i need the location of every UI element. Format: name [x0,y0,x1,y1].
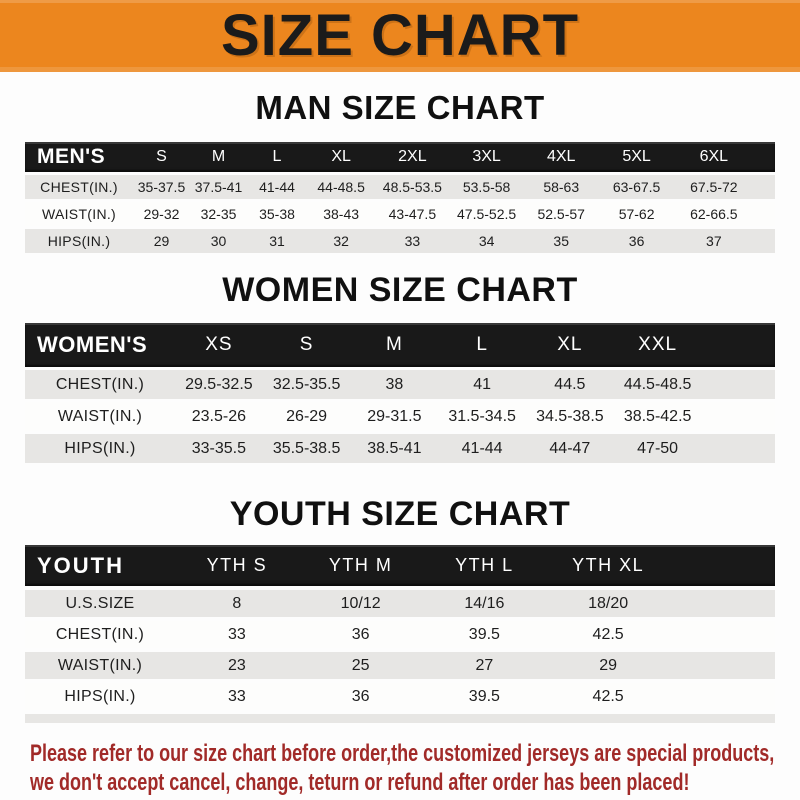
size-value-cell: 14/16 [464,594,505,612]
row-label: WAIST(IN.) [57,407,143,425]
size-value-cell: 42.5 [592,625,624,643]
size-value-cell: 32-35 [200,205,237,222]
women-section-title-text: WOMEN SIZE CHART [222,270,578,309]
size-value-cell: 44.5-48.5 [623,375,692,393]
size-value-cell: 26-29 [286,407,328,425]
disclaimer [30,739,800,797]
table-header-row [25,545,775,586]
table-corner-label: YOUTH [37,552,124,578]
row-label: HIPS(IN.) [64,687,136,705]
table-row [25,229,775,253]
size-column-header: XL [557,334,583,356]
size-value-cell: 33 [404,232,421,249]
size-column-header: XL [331,147,351,165]
table-row [25,652,775,679]
size-value-cell: 29-31.5 [367,407,422,425]
size-column-header: YTH M [328,555,393,576]
size-value-cell: 23.5-26 [191,407,246,425]
size-column-header: YTH S [206,555,268,576]
size-value-cell: 27 [475,656,494,674]
size-value-cell: 30 [210,232,227,249]
size-value-cell: 8 [232,594,242,612]
size-value-cell: 37 [706,232,722,249]
size-value-cell: 34 [478,232,495,249]
row-label: WAIST(IN.) [57,656,143,674]
size-value-cell: 44-47 [549,439,591,457]
size-value-cell: 39.5 [468,625,500,643]
table-row [25,175,775,199]
banner [0,0,800,72]
table-bottom-strip [25,714,775,723]
size-value-cell: 62-66.5 [690,205,738,222]
table-row [25,370,775,399]
size-value-cell: 33 [227,687,246,705]
size-value-cell: 44-48.5 [317,178,365,195]
youth-size-table [25,545,775,723]
size-column-header: 6XL [699,147,729,165]
size-value-cell: 35 [553,232,569,249]
size-value-cell: 38-43 [323,205,360,222]
size-column-header: 2XL [398,147,427,165]
size-value-cell: 34.5-38.5 [536,407,604,425]
size-column-header: YTH XL [572,555,645,576]
man-size-table [25,142,775,253]
youth-section-title-text: YOUTH SIZE CHART [229,495,571,534]
size-value-cell: 31 [269,232,285,249]
table-row [25,202,775,226]
size-column-header: 3XL [472,147,501,165]
size-value-cell: 10/12 [340,594,381,612]
size-column-header: M [385,334,403,356]
size-value-cell: 36 [351,687,370,705]
size-value-cell: 35-38 [259,205,295,222]
size-value-cell: 38 [385,375,404,393]
size-value-cell: 52.5-57 [537,205,585,222]
size-value-cell: 39.5 [468,687,500,705]
size-column-header: M [211,147,226,165]
size-value-cell: 29 [153,232,170,249]
size-value-cell: 58-63 [543,178,580,195]
size-column-header: XS [205,334,233,356]
size-value-cell: 48.5-53.5 [382,178,442,195]
row-label: CHEST(IN.) [55,625,145,643]
size-column-header: YTH L [455,555,514,576]
size-value-cell: 42.5 [592,687,624,705]
size-value-cell: 29 [599,656,618,674]
table-row [25,590,775,617]
size-column-header: 5XL [622,147,651,165]
size-value-cell: 35.5-38.5 [272,439,341,457]
size-value-cell: 44.5 [554,375,586,393]
table-corner-label: MEN'S [37,144,106,168]
row-label: WAIST(IN.) [41,205,117,222]
disclaimer-line-1: Please refer to our size chart before order,the customized jerseys are special products, [30,740,775,768]
size-value-cell: 47.5-52.5 [457,205,517,222]
size-column-header: L [476,334,488,356]
size-value-cell: 67.5-72 [690,178,738,195]
size-value-cell: 33-35.5 [191,439,246,457]
women-size-table [25,323,775,463]
row-label: HIPS(IN.) [47,232,111,249]
size-value-cell: 57-62 [618,205,655,222]
size-value-cell: 37.5-41 [194,178,243,195]
table-row [25,434,775,463]
disclaimer-line-2: we don't accept cancel, change, teturn or refund after order has been placed! [30,769,690,797]
youth-section-title [0,495,800,534]
size-value-cell: 36 [351,625,370,643]
size-value-cell: 41-44 [259,178,295,195]
size-value-cell: 47-50 [637,439,679,457]
size-column-header: S [299,334,314,356]
size-value-cell: 32.5-35.5 [272,375,341,393]
man-section-title-text: MAN SIZE CHART [255,89,545,126]
size-value-cell: 29-32 [143,205,180,222]
size-value-cell: 36 [628,232,645,249]
size-value-cell: 38.5-42.5 [623,407,692,425]
table-header-row [25,323,775,367]
size-value-cell: 63-67.5 [612,178,661,195]
table-row [25,621,775,648]
row-label: CHEST(IN.) [40,178,118,195]
size-column-header: S [156,147,167,165]
size-value-cell: 38.5-41 [367,439,422,457]
table-header-row [25,142,775,172]
table-corner-label: WOMEN'S [37,332,148,358]
size-value-cell: 53.5-58 [462,178,511,195]
size-column-header: XXL [638,334,678,356]
size-column-header: 4XL [546,147,576,165]
table-row [25,683,775,710]
size-value-cell: 18/20 [588,594,629,612]
row-label: HIPS(IN.) [64,439,136,457]
row-label: CHEST(IN.) [55,375,145,393]
banner-title: SIZE CHART [221,3,579,68]
size-value-cell: 33 [227,625,246,643]
size-value-cell: 32 [333,232,349,249]
size-value-cell: 43-47.5 [388,205,437,222]
row-label: U.S.SIZE [65,594,135,612]
size-value-cell: 41 [473,375,492,393]
size-value-cell: 41-44 [461,439,503,457]
size-value-cell: 29.5-32.5 [185,375,253,393]
size-value-cell: 35-37.5 [137,178,186,195]
man-section-title [0,89,800,127]
size-value-cell: 25 [351,656,370,674]
women-section-title [0,271,800,310]
table-row [25,402,775,431]
size-column-header: L [272,147,282,165]
size-value-cell: 31.5-34.5 [448,407,516,425]
size-value-cell: 23 [227,656,246,674]
